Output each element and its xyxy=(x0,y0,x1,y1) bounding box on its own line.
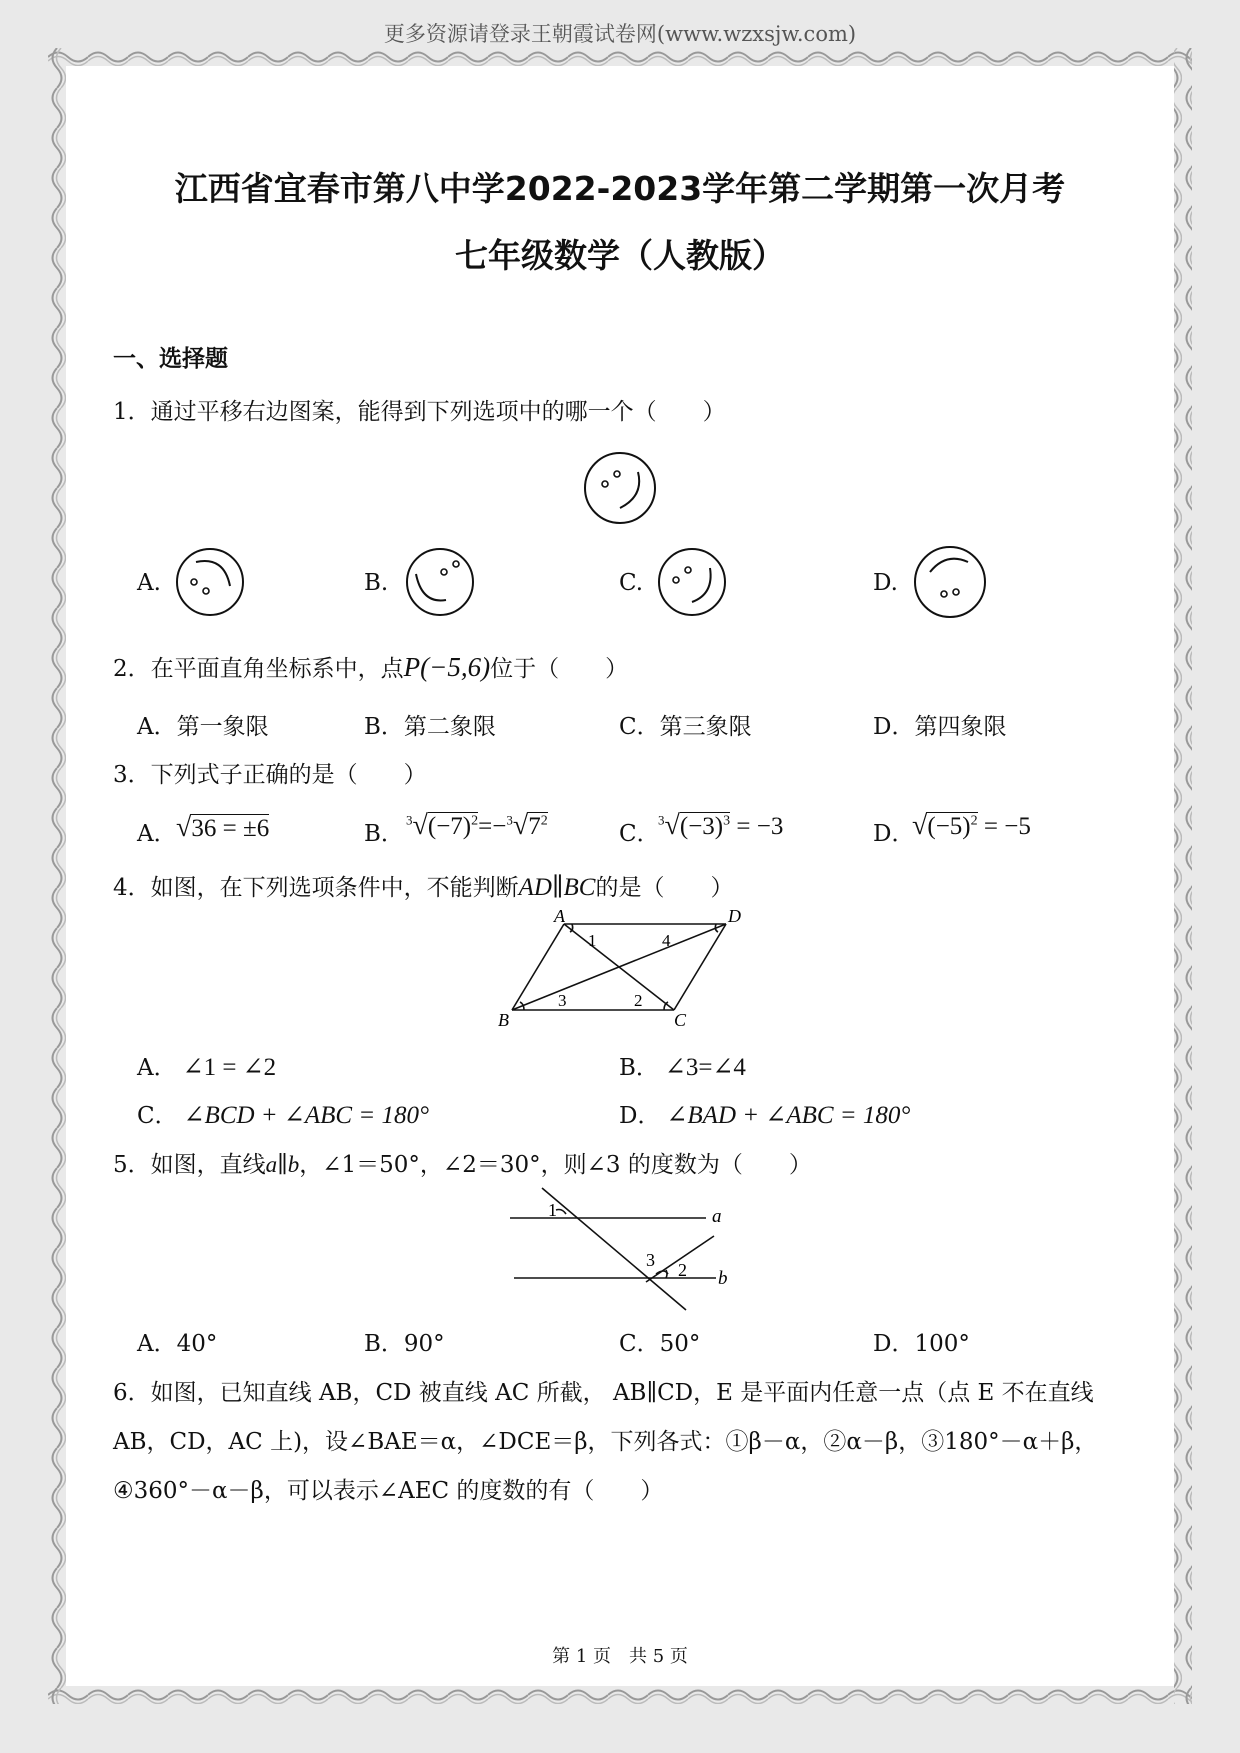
segment-dc xyxy=(674,924,726,1010)
q2-stem-post: 位于（ ） xyxy=(490,656,629,682)
question-6-line-2: AB，CD，AC 上)，设∠BAE＝α，∠DCE＝β，下列各式：①β－α，②α－β，③180°－α＋β， xyxy=(113,1429,1098,1455)
watermark: 更多资源请登录王朝霞试卷网(www.wzxsjw.com) xyxy=(383,22,857,46)
label-angle-2: 2 xyxy=(634,991,643,1010)
q5-stem-pre: 5．如图，直线 xyxy=(113,1152,266,1178)
label-point-b: B xyxy=(498,1010,509,1030)
q3-c-right: = −3 xyxy=(736,813,784,840)
q4-option-d-label: D． xyxy=(619,1103,661,1129)
q4-relation: AD∥BC xyxy=(518,874,596,901)
q1-option-a-figure xyxy=(172,544,248,620)
question-4-stem xyxy=(113,869,733,902)
q5-option-b: B．90° xyxy=(364,1331,445,1357)
title-line-2: 七年级数学（人教版） xyxy=(455,236,785,275)
q3-a-value: 36 = ±6 xyxy=(191,815,270,842)
q1-option-c-label: C. xyxy=(619,570,644,596)
label-point-d: D xyxy=(728,906,741,926)
section-heading: 一、选择题 xyxy=(113,346,228,372)
q1-option-c-figure xyxy=(654,544,730,620)
label-line-a: a xyxy=(712,1206,722,1227)
root-index: 3 xyxy=(406,812,413,828)
question-6-line-3: ④360°－α－β，可以表示∠AEC 的度数的有（ ） xyxy=(113,1478,664,1504)
q4-stem-post: 的是（ ） xyxy=(595,875,734,901)
cube-root-sign-3: √ xyxy=(664,810,680,841)
question-6-line-1: 6．如图，已知直线 AB，CD 被直线 AC 所截， AB∥CD，E 是平面内任意一点（点 E 不在直线 xyxy=(113,1380,1094,1406)
q4-option-d xyxy=(619,1097,910,1130)
q3-option-b-label: B． xyxy=(364,821,404,847)
q5-option-a: A．40° xyxy=(137,1331,218,1357)
q3-option-a-expr xyxy=(176,812,269,844)
q4-option-c xyxy=(137,1097,429,1130)
label-angle-3: 3 xyxy=(558,991,567,1010)
q4-option-a xyxy=(137,1049,276,1082)
q3-d-right: = −5 xyxy=(983,813,1031,840)
q4-option-b-label: B． xyxy=(619,1055,659,1081)
q2-option-c: C．第三象限 xyxy=(619,714,752,740)
label-angle-1: 1 xyxy=(548,1200,557,1220)
cube-root-sign-2: √ xyxy=(512,810,529,841)
question-5-stem xyxy=(113,1146,812,1179)
q1-option-b-figure xyxy=(402,544,478,620)
root-index-2: 3 xyxy=(506,812,513,828)
q4-stem-pre: 4．如图，在下列选项条件中，不能判断 xyxy=(113,875,519,901)
angle-arc-2 xyxy=(666,1270,667,1278)
q5-option-d: D．100° xyxy=(873,1331,970,1357)
q3-option-c-label: C． xyxy=(619,821,660,847)
transversal-1 xyxy=(542,1188,686,1310)
diagonal-bd xyxy=(512,924,726,1010)
q4-option-d-expr: ∠BAD + ∠ABC = 180° xyxy=(666,1102,911,1129)
q4-option-a-label: A． xyxy=(137,1055,177,1081)
q2-option-d: D．第四象限 xyxy=(873,714,1007,740)
q3-d-exp: 2 xyxy=(970,813,978,829)
q3-b-exp: 2 xyxy=(471,813,479,829)
label-point-a: A xyxy=(554,906,565,926)
q3-b-mid: =− xyxy=(478,813,507,840)
q4-option-c-expr: ∠BCD + ∠ABC = 180° xyxy=(183,1102,429,1129)
q5-parallel-lines-figure xyxy=(506,1184,746,1314)
q3-option-d-label: D． xyxy=(873,821,915,847)
q2-option-b: B．第二象限 xyxy=(364,714,496,740)
q3-option-a-label: A． xyxy=(137,821,177,847)
q1-option-d-label: D. xyxy=(873,570,898,596)
q1-option-a-label: A. xyxy=(137,570,161,596)
q3-b-exp2: 2 xyxy=(540,813,548,829)
label-angle-1: 1 xyxy=(588,931,597,950)
label-angle-4: 4 xyxy=(662,931,671,950)
question-1-stem: 1．通过平移右边图案，能得到下列选项中的哪一个（ ） xyxy=(113,399,726,425)
q4-parallelogram-figure xyxy=(494,902,754,1032)
question-2-stem xyxy=(113,650,628,683)
q5-relation: a∥b xyxy=(265,1152,300,1177)
q5-option-c: C．50° xyxy=(619,1331,701,1357)
q3-b-left: (−7) xyxy=(427,813,472,840)
q3-option-b-expr xyxy=(406,810,548,842)
q1-option-d-figure xyxy=(910,542,990,622)
title-line-1: 江西省宜春市第八中学2022-2023学年第二学期第一次月考 xyxy=(174,169,1066,208)
label-line-b: b xyxy=(718,1268,728,1289)
q3-d-inner: (−5) xyxy=(927,813,971,840)
q2-point: P(−5,6) xyxy=(403,652,491,682)
q3-option-c-expr xyxy=(658,810,783,842)
label-angle-3: 3 xyxy=(646,1250,655,1270)
cube-root-sign: √ xyxy=(412,810,428,841)
q3-c-exp: 3 xyxy=(723,813,731,829)
label-point-c: C xyxy=(674,1010,687,1030)
q2-stem-pre: 2．在平面直角坐标系中，点 xyxy=(113,656,404,682)
page-footer: 第 1 页 共 5 页 xyxy=(552,1646,688,1667)
q4-option-a-expr: ∠1 = ∠2 xyxy=(182,1054,277,1081)
question-3-stem: 3．下列式子正确的是（ ） xyxy=(113,762,427,788)
label-angle-2: 2 xyxy=(678,1260,687,1280)
sqrt-sign-d: √ xyxy=(912,810,928,841)
angle-arc-1 xyxy=(556,1210,566,1215)
q4-option-b xyxy=(619,1049,746,1082)
root-index-3: 3 xyxy=(658,812,665,828)
q3-c-inner: (−3) xyxy=(679,813,724,840)
sqrt-sign: √ xyxy=(176,812,192,843)
q3-b-right: 7 xyxy=(528,813,541,840)
smiley-reference-figure xyxy=(580,448,660,528)
q1-option-b-label: B. xyxy=(364,570,389,596)
q4-option-c-label: C． xyxy=(137,1103,178,1129)
q3-option-d-expr xyxy=(912,810,1031,842)
q2-option-a: A．第一象限 xyxy=(137,714,269,740)
q5-stem-post: ，∠1＝50°，∠2＝30°，则∠3 的度数为（ ） xyxy=(299,1152,812,1178)
segment-ab xyxy=(512,924,564,1010)
q4-option-b-expr: ∠3=∠4 xyxy=(664,1054,746,1081)
